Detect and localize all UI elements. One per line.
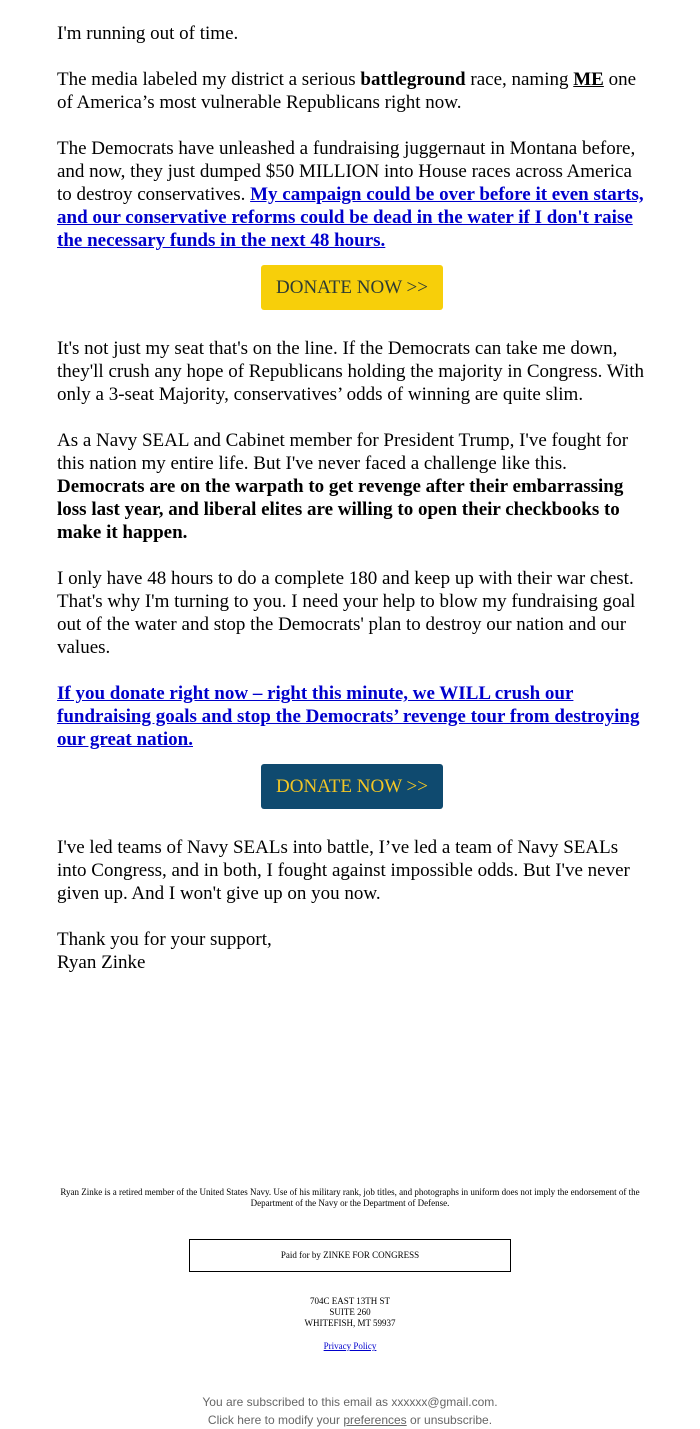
privacy-row: [0, 1341, 700, 1352]
preferences-link[interactable]: preferences: [343, 1413, 407, 1427]
paragraph: I'm running out of time.: [57, 23, 239, 44]
text: As a Navy SEAL and Cabinet member for President Trump, I've fought for this nation my entire life. But I've never faced a challenge like this.: [57, 430, 629, 474]
paragraph: [57, 682, 647, 751]
signoff: [57, 928, 647, 974]
signature: Ryan Zinke: [57, 952, 146, 973]
paragraph: I only have 48 hours to do a complete 180 and keep up with their war chest. That's why I'm turning to you. I need your help to blow my fundraising goal out of the water and stop the Democrats' plan to destroy our nation and our values.: [57, 568, 636, 658]
signoff-text: Thank you for your support,: [57, 929, 272, 950]
address-line: WHITEFISH, MT 59937: [304, 1318, 396, 1328]
paragraph: [57, 68, 647, 114]
paid-for-box: Paid for by ZINKE FOR CONGRESS: [189, 1239, 511, 1272]
donate-link[interactable]: If you donate right now – right this minute, we WILL crush our fundraising goals and stop the Democrats’ revenge tour from destroying our great nation.: [57, 683, 640, 750]
text: The Democrats have unleashed a fundraising juggernaut in Montana before, and now, they just dumped $50 MILLION into House races across America to destroy conservatives.: [57, 138, 636, 205]
paragraph: I've led teams of Navy SEALs into battle, I’ve led a team of Navy SEALs into Congress, and in both, I fought against impossible odds. But I've never given up. And I won't give up on you now.: [57, 837, 630, 904]
privacy-policy-link[interactable]: Privacy Policy: [323, 1341, 377, 1351]
unsubscribe-text[interactable]: or unsubscribe.: [406, 1413, 493, 1427]
mailing-address: [0, 1296, 700, 1329]
subscription-info: [0, 1393, 700, 1429]
subscribed-text: You are subscribed to this email as xxxxxx@gmail.com.: [202, 1395, 498, 1409]
modify-line[interactable]: [0, 1411, 700, 1429]
bold-text: Democrats are on the warpath to get revenge after their embarrassing loss last year, and liberal elites are willing to open their checkbooks to make it happen.: [57, 476, 624, 543]
email-body: [57, 22, 647, 997]
address-line: SUITE 260: [329, 1307, 371, 1317]
emphasis-text: ME: [573, 69, 604, 90]
paragraph: [57, 429, 647, 544]
address-line: 704C EAST 13TH ST: [309, 1296, 391, 1306]
military-disclaimer: Ryan Zinke is a retired member of the United States Navy. Use of his military rank, job titles, and photographs in uniform does not imply the endorsement of the Department of the Navy or the Department of Defense.: [60, 1187, 640, 1208]
donate-link[interactable]: My campaign could be over before it even starts, and our conservative reforms could be dead in the water if I don't raise the necessary funds in the next 48 hours.: [57, 184, 644, 251]
text: Click here to modify your: [207, 1413, 344, 1427]
bold-text: battleground: [360, 69, 466, 90]
text: The media labeled my district a serious: [57, 69, 361, 90]
donate-now-button[interactable]: DONATE NOW >>: [261, 265, 443, 310]
paragraph: It's not just my seat that's on the line. If the Democrats can take me down, they'll crush any hope of Republicans holding the majority in Congress. With only a 3-seat Majority, conservatives’ odds of winning are quite slim.: [57, 338, 644, 405]
text: one of America’s most vulnerable Republicans right now.: [57, 69, 637, 113]
donate-now-button-2[interactable]: DONATE NOW >>: [261, 764, 443, 809]
paragraph: [57, 137, 647, 252]
text: race, naming: [465, 69, 574, 90]
